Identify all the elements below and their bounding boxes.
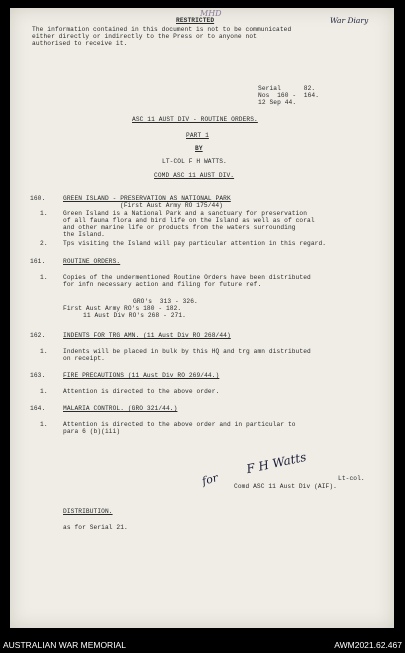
signatory-rank: Lt-col. <box>338 475 365 482</box>
signature-per: for <box>200 471 220 488</box>
para-number: 1. <box>40 421 48 428</box>
command-title: COMD ASC 11 AUST DIV. <box>154 172 235 179</box>
para-line: Attention is directed to the above order. <box>63 388 220 395</box>
item-heading: ROUTINE ORDERS. <box>63 258 121 265</box>
serial-line-1: Serial 82. <box>258 85 316 92</box>
distribution-heading: DISTRIBUTION. <box>63 508 113 515</box>
notice-line-1: The information contained in this document is not to be communicated <box>32 26 292 33</box>
serial-line-2: Nos 160 - 164. <box>258 92 320 99</box>
para-line: Indents will be placed in bulk by this HQ and trg amn distributed <box>63 348 311 355</box>
item-heading: FIRE PRECAUTIONS (11 Aust Div RO 269/44.) <box>63 372 220 379</box>
notice-line-2: either directly or indirectly to the Press or to anyone not <box>32 33 257 40</box>
para-number: 1. <box>40 388 48 395</box>
para-line: and other marine life or products from the waters surrounding <box>63 224 296 231</box>
reference-line: GRO's 313 - 326. <box>133 298 198 305</box>
war-diary-note: War Diary <box>330 16 369 25</box>
by-heading: BY <box>195 145 203 152</box>
notice-line-3: authorised to receive it. <box>32 40 128 47</box>
item-heading: GREEN ISLAND - PRESERVATION AS NATIONAL PARK <box>63 195 231 202</box>
part-heading: PART 1 <box>186 132 209 139</box>
para-line: on receipt. <box>63 355 105 362</box>
distribution-text: as for Serial 21. <box>63 524 128 531</box>
signatory-title: Comd ASC 11 Aust Div (AIF). <box>234 483 337 490</box>
para-number: 1. <box>40 274 48 281</box>
item-heading: MALARIA CONTROL. (GRO 321/44.) <box>63 405 178 412</box>
classification-heading: RESTRICTED <box>176 17 215 24</box>
para-number: 2. <box>40 240 48 247</box>
item-number: 163. <box>30 372 46 379</box>
item-subheading: (First Aust Army RO 175/44) <box>120 202 223 209</box>
para-line: Tps visiting the Island will pay particular attention in this regard. <box>63 240 327 247</box>
reference-line: First Aust Army RO's 180 - 182. <box>63 305 182 312</box>
para-line: para 6 (b)(iii) <box>63 428 121 435</box>
archive-name: AUSTRALIAN WAR MEMORIAL <box>3 640 126 650</box>
reference-line: 11 Aust Div RO's 268 - 271. <box>83 312 186 319</box>
para-number: 1. <box>40 348 48 355</box>
orders-title: ASC 11 AUST DIV - ROUTINE ORDERS. <box>132 116 258 123</box>
accession-number: AWM2021.62.467 <box>334 640 402 650</box>
para-line: Attention is directed to the above order and in particular to <box>63 421 296 428</box>
item-number: 164. <box>30 405 46 412</box>
para-line: of all fauna flora and bird life on the Island as well as of coral <box>63 217 315 224</box>
para-line: for infn necessary action and filing for future ref. <box>63 281 262 288</box>
document-page <box>10 8 394 628</box>
para-line: Green Island is a National Park and a sanctuary for preservation <box>63 210 308 217</box>
serial-line-3: 12 Sep 44. <box>258 99 297 106</box>
handwritten-signature: F H Watts <box>245 449 308 477</box>
archive-footer <box>0 636 405 653</box>
item-number: 162. <box>30 332 46 339</box>
para-number: 1. <box>40 210 48 217</box>
item-heading: INDENTS FOR TRG AMN. (11 Aust Div RO 268/44) <box>63 332 231 339</box>
item-number: 160. <box>30 195 46 202</box>
officer-name: LT-COL F H WATTS. <box>162 158 227 165</box>
item-number: 161. <box>30 258 46 265</box>
para-line: the Island. <box>63 231 105 238</box>
para-line: Copies of the undermentioned Routine Orders have been distributed <box>63 274 311 281</box>
file-ref-handwriting: MHD <box>200 9 222 18</box>
